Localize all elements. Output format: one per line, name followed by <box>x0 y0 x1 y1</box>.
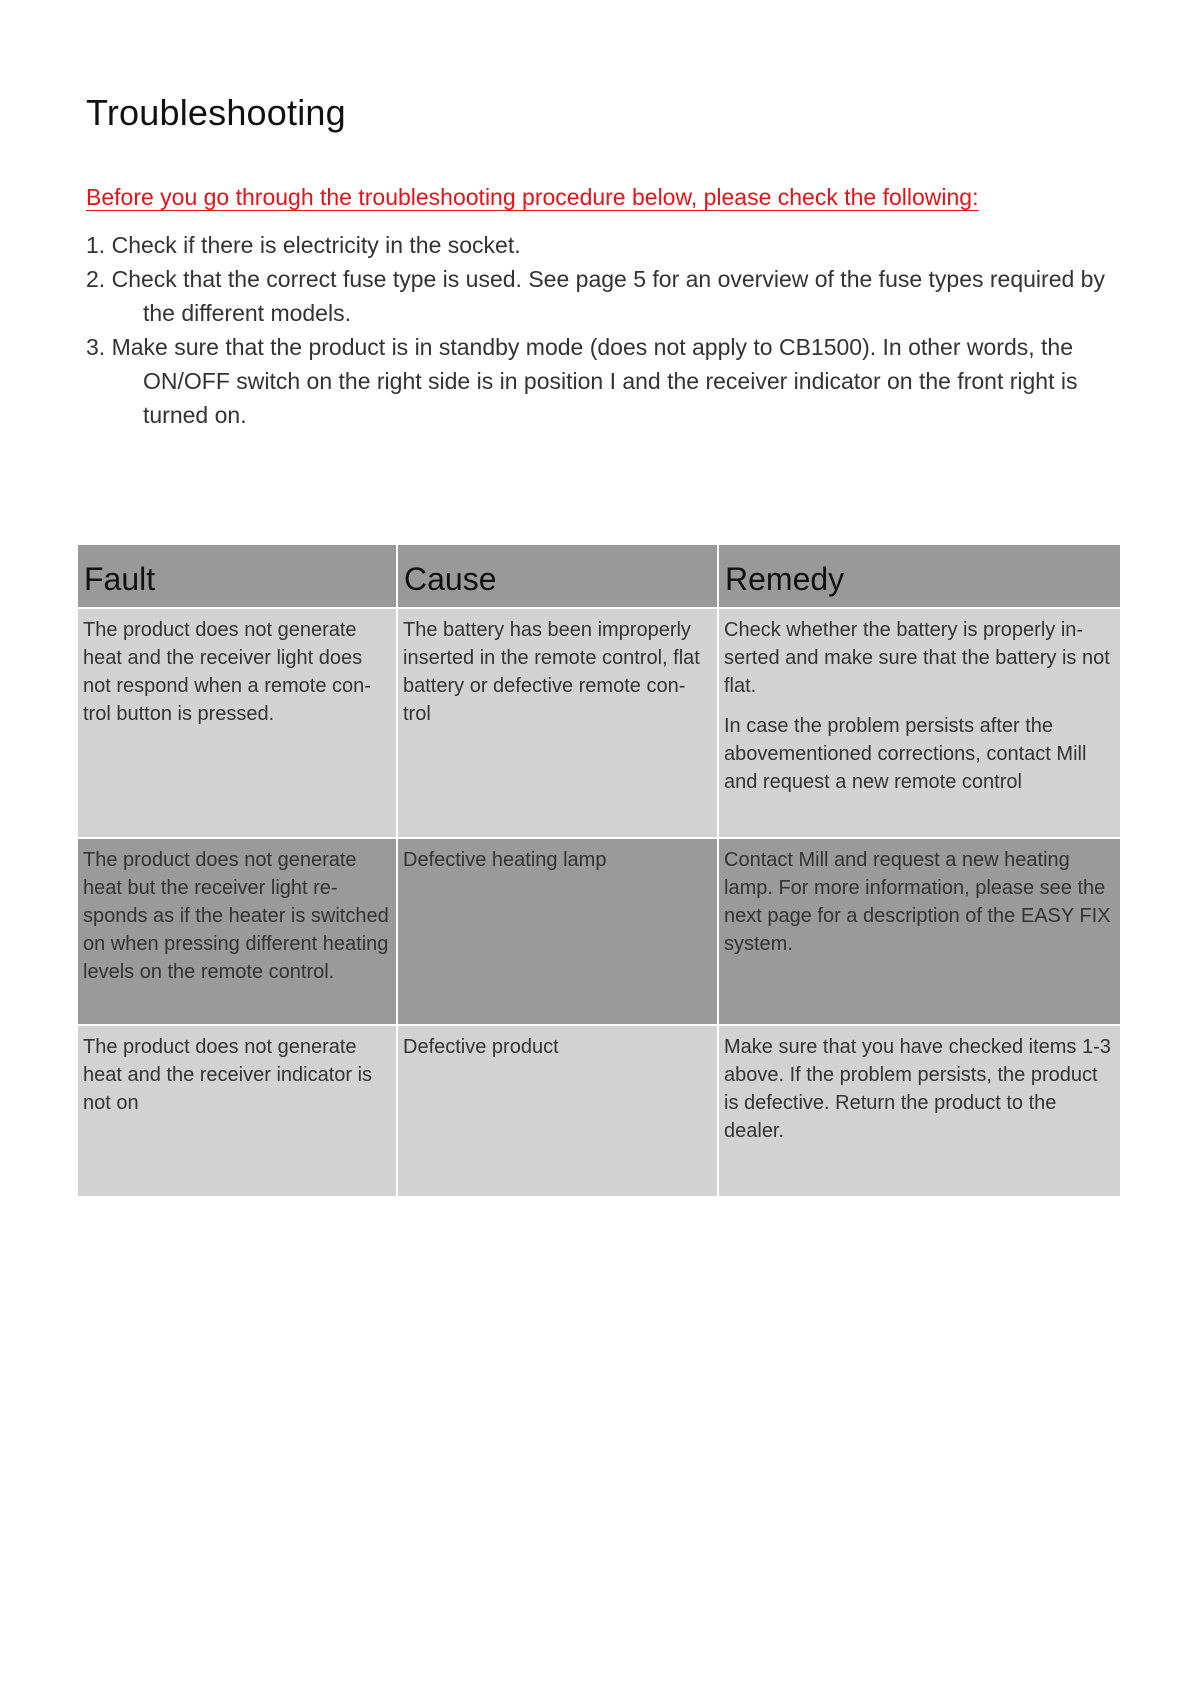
checklist-item-number: 2. <box>86 266 106 292</box>
table-row <box>77 838 1121 1025</box>
checklist-item-text: Check if there is electricity in the socket. <box>111 232 521 258</box>
table-row <box>77 1025 1121 1197</box>
pre-check-list <box>86 228 1126 432</box>
fault-cell: The product does not generate heat but the receiver light re-sponds as if the heater is switched on when pressing different heating levels on the remote control. <box>77 838 397 1025</box>
remedy-cell <box>718 1025 1121 1197</box>
remedy-paragraph: Check whether the battery is properly in-serted and make sure that the battery is not flat. <box>724 619 1110 697</box>
troubleshooting-table <box>76 543 1122 1198</box>
checklist-item <box>86 262 1126 330</box>
pre-check-notice: Before you go through the troubleshooting procedure below, please check the following: <box>86 184 979 210</box>
checklist-item-text: Check that the correct fuse type is used. See page 5 for an overview of the fuse types required by the different models. <box>111 266 1105 326</box>
remedy-paragraph: In case the problem persists after the abovementioned corrections, contact Mill and request a new remote control <box>724 715 1087 793</box>
header-remedy: Remedy <box>718 544 1121 608</box>
table-row <box>77 608 1121 838</box>
fault-cell: The product does not generate heat and the receiver light does not respond when a remote con-trol button is pressed. <box>77 608 397 838</box>
header-fault: Fault <box>77 544 397 608</box>
remedy-cell <box>718 838 1121 1025</box>
header-cause: Cause <box>397 544 718 608</box>
checklist-item-text: Make sure that the product is in standby mode (does not apply to CB1500). In other words, the ON/OFF switch on the right side is in position I and the receiver indicator on the front right is turned on. <box>111 334 1078 428</box>
fault-cell: The product does not generate heat and the receiver indicator is not on <box>77 1025 397 1197</box>
remedy-paragraph: Contact Mill and request a new heating lamp. For more information, please see the next page for a description of the EASY FIX system. <box>724 849 1111 955</box>
cause-cell: Defective heating lamp <box>397 838 718 1025</box>
checklist-item-number: 3. <box>86 334 106 360</box>
checklist-item <box>86 228 1126 262</box>
cause-cell: The battery has been improperly inserted in the remote control, flat battery or defective remote con-trol <box>397 608 718 838</box>
remedy-cell <box>718 608 1121 838</box>
checklist-item-number: 1. <box>86 232 106 258</box>
remedy-paragraph: Make sure that you have checked items 1-3 above. If the problem persists, the product is defective. Return the product to the dealer. <box>724 1036 1111 1142</box>
page-title: Troubleshooting <box>86 92 346 133</box>
table-header-row <box>77 544 1121 608</box>
checklist-item <box>86 330 1126 432</box>
cause-cell: Defective product <box>397 1025 718 1197</box>
